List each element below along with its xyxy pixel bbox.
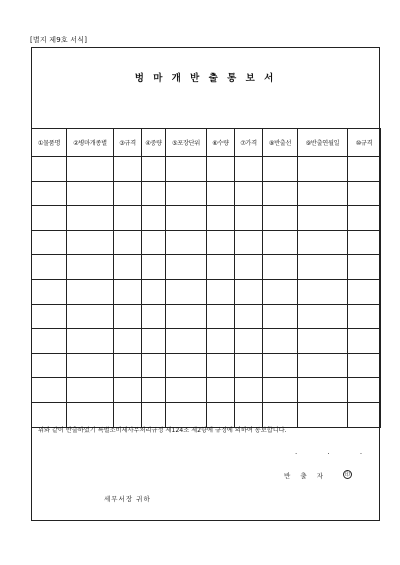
- table-cell[interactable]: [166, 329, 207, 354]
- table-cell[interactable]: [114, 230, 142, 255]
- form-label: [별지 제9호 서식]: [30, 36, 88, 44]
- table-cell[interactable]: [235, 304, 263, 329]
- table-cell[interactable]: [298, 378, 348, 403]
- table-cell[interactable]: [32, 279, 67, 304]
- table-cell[interactable]: [263, 181, 298, 206]
- column-header: ⑨반출연월일: [298, 129, 348, 157]
- table-cell[interactable]: [298, 206, 348, 231]
- table-body: [32, 157, 381, 428]
- table-cell[interactable]: [263, 402, 298, 427]
- table-cell[interactable]: [67, 329, 114, 354]
- table-cell[interactable]: [235, 329, 263, 354]
- table-cell[interactable]: [142, 206, 166, 231]
- table-cell[interactable]: [207, 230, 235, 255]
- table-cell[interactable]: [235, 230, 263, 255]
- column-header: ⑥수량: [207, 129, 235, 157]
- table-cell[interactable]: [263, 206, 298, 231]
- column-header: ⑤포장단위: [166, 129, 207, 157]
- table-cell[interactable]: [348, 181, 381, 206]
- table-cell[interactable]: [263, 329, 298, 354]
- table-cell[interactable]: [298, 255, 348, 280]
- column-header: ⑩규격: [348, 129, 381, 157]
- table-row: [32, 255, 381, 280]
- table-cell[interactable]: [348, 206, 381, 231]
- table-cell[interactable]: [166, 378, 207, 403]
- table-cell[interactable]: [32, 157, 67, 182]
- table-row: [32, 353, 381, 378]
- table-cell[interactable]: [348, 304, 381, 329]
- table-cell[interactable]: [114, 304, 142, 329]
- table-cell[interactable]: [114, 378, 142, 403]
- table-row: [32, 157, 381, 182]
- table-cell[interactable]: [67, 206, 114, 231]
- table-cell[interactable]: [114, 181, 142, 206]
- table-cell[interactable]: [207, 353, 235, 378]
- table-cell[interactable]: [263, 230, 298, 255]
- addressee: 세무서장 귀하: [104, 495, 151, 503]
- table-cell[interactable]: [235, 378, 263, 403]
- table-row: [32, 304, 381, 329]
- table-cell[interactable]: [32, 329, 67, 354]
- table-header-row: [32, 129, 381, 157]
- table-cell[interactable]: [67, 353, 114, 378]
- table-row: [32, 279, 381, 304]
- table-cell[interactable]: [207, 255, 235, 280]
- table-cell[interactable]: [348, 255, 381, 280]
- table-cell[interactable]: [207, 329, 235, 354]
- table-cell[interactable]: [32, 304, 67, 329]
- table-cell[interactable]: [114, 206, 142, 231]
- table-cell[interactable]: [32, 378, 67, 403]
- table-cell[interactable]: [298, 402, 348, 427]
- table-cell[interactable]: [348, 378, 381, 403]
- column-header: ⑧반출선: [263, 129, 298, 157]
- table-cell[interactable]: [298, 230, 348, 255]
- table-cell[interactable]: [67, 378, 114, 403]
- table-cell[interactable]: [298, 181, 348, 206]
- table-row: [32, 402, 381, 427]
- table-cell[interactable]: [142, 181, 166, 206]
- table-cell[interactable]: [298, 304, 348, 329]
- table-cell[interactable]: [142, 230, 166, 255]
- table-cell[interactable]: [348, 402, 381, 427]
- table-cell[interactable]: [166, 304, 207, 329]
- table-cell[interactable]: [67, 255, 114, 280]
- table-row: [32, 181, 381, 206]
- table-cell[interactable]: [207, 304, 235, 329]
- table-cell[interactable]: [142, 304, 166, 329]
- table-row: [32, 206, 381, 231]
- table-cell[interactable]: [348, 353, 381, 378]
- table-cell[interactable]: [142, 329, 166, 354]
- report-table: [31, 128, 381, 428]
- notice-text: 위와 같이 반출하였기 특별소비세사무처리규정 제124조 제2항에 규정에 의하여 통보합니다.: [38, 427, 287, 434]
- report-form: [31, 47, 380, 521]
- table-cell[interactable]: [263, 255, 298, 280]
- table-cell[interactable]: [263, 157, 298, 182]
- table-cell[interactable]: [207, 181, 235, 206]
- table-cell[interactable]: [298, 329, 348, 354]
- table-cell[interactable]: [114, 329, 142, 354]
- date-field[interactable]: . . .: [295, 448, 377, 456]
- table-cell[interactable]: [235, 402, 263, 427]
- column-header: ①물품명: [32, 129, 67, 157]
- column-header: ④중량: [142, 129, 166, 157]
- table-cell[interactable]: [235, 279, 263, 304]
- table-cell[interactable]: [166, 157, 207, 182]
- table-cell[interactable]: [114, 157, 142, 182]
- column-header: ⑦가격: [235, 129, 263, 157]
- table-cell[interactable]: [235, 353, 263, 378]
- table-cell[interactable]: [142, 279, 166, 304]
- table-cell[interactable]: [166, 181, 207, 206]
- form-title: 벙 마 개 반 출 통 보 서: [134, 73, 277, 84]
- table-cell[interactable]: [32, 181, 67, 206]
- table-cell[interactable]: [235, 181, 263, 206]
- table-cell[interactable]: [166, 402, 207, 427]
- table-cell[interactable]: [32, 353, 67, 378]
- table-cell[interactable]: [114, 402, 142, 427]
- table-cell[interactable]: [207, 157, 235, 182]
- table-cell[interactable]: [207, 279, 235, 304]
- table-cell[interactable]: [348, 329, 381, 354]
- table-cell[interactable]: [142, 157, 166, 182]
- table-cell[interactable]: [166, 279, 207, 304]
- table-cell[interactable]: [166, 230, 207, 255]
- table-cell[interactable]: [263, 378, 298, 403]
- table-cell[interactable]: [263, 353, 298, 378]
- column-header: ③규격: [114, 129, 142, 157]
- table-cell[interactable]: [235, 206, 263, 231]
- table-cell[interactable]: [114, 255, 142, 280]
- table-cell[interactable]: [142, 378, 166, 403]
- table-cell[interactable]: [348, 279, 381, 304]
- table-cell[interactable]: [166, 206, 207, 231]
- table-cell[interactable]: [67, 181, 114, 206]
- table-cell[interactable]: [67, 279, 114, 304]
- table-cell[interactable]: [142, 353, 166, 378]
- table-cell[interactable]: [348, 230, 381, 255]
- table-row: [32, 230, 381, 255]
- table-cell[interactable]: [142, 255, 166, 280]
- table-cell[interactable]: [235, 157, 263, 182]
- table-cell[interactable]: [166, 255, 207, 280]
- seal-icon: 印: [344, 472, 350, 478]
- table-cell[interactable]: [166, 353, 207, 378]
- table-cell[interactable]: [67, 157, 114, 182]
- table-cell[interactable]: [67, 304, 114, 329]
- table-cell[interactable]: [263, 304, 298, 329]
- table-cell[interactable]: [32, 255, 67, 280]
- table-cell[interactable]: [235, 255, 263, 280]
- table-cell[interactable]: [32, 402, 67, 427]
- table-cell[interactable]: [142, 402, 166, 427]
- table-cell[interactable]: [67, 230, 114, 255]
- table-cell[interactable]: [348, 157, 381, 182]
- column-header: ②병마개종별: [67, 129, 114, 157]
- table-row: [32, 378, 381, 403]
- table-cell[interactable]: [114, 353, 142, 378]
- table-cell[interactable]: [32, 230, 67, 255]
- table-cell[interactable]: [67, 402, 114, 427]
- table-cell[interactable]: [207, 206, 235, 231]
- table-cell[interactable]: [263, 279, 298, 304]
- table-cell[interactable]: [114, 279, 142, 304]
- table-cell[interactable]: [32, 206, 67, 231]
- table-cell[interactable]: [298, 353, 348, 378]
- table-cell[interactable]: [207, 378, 235, 403]
- table-cell[interactable]: [298, 279, 348, 304]
- table-cell[interactable]: [207, 402, 235, 427]
- table-cell[interactable]: [298, 157, 348, 182]
- reporter-label: 반 출 자: [284, 472, 327, 480]
- table-row: [32, 329, 381, 354]
